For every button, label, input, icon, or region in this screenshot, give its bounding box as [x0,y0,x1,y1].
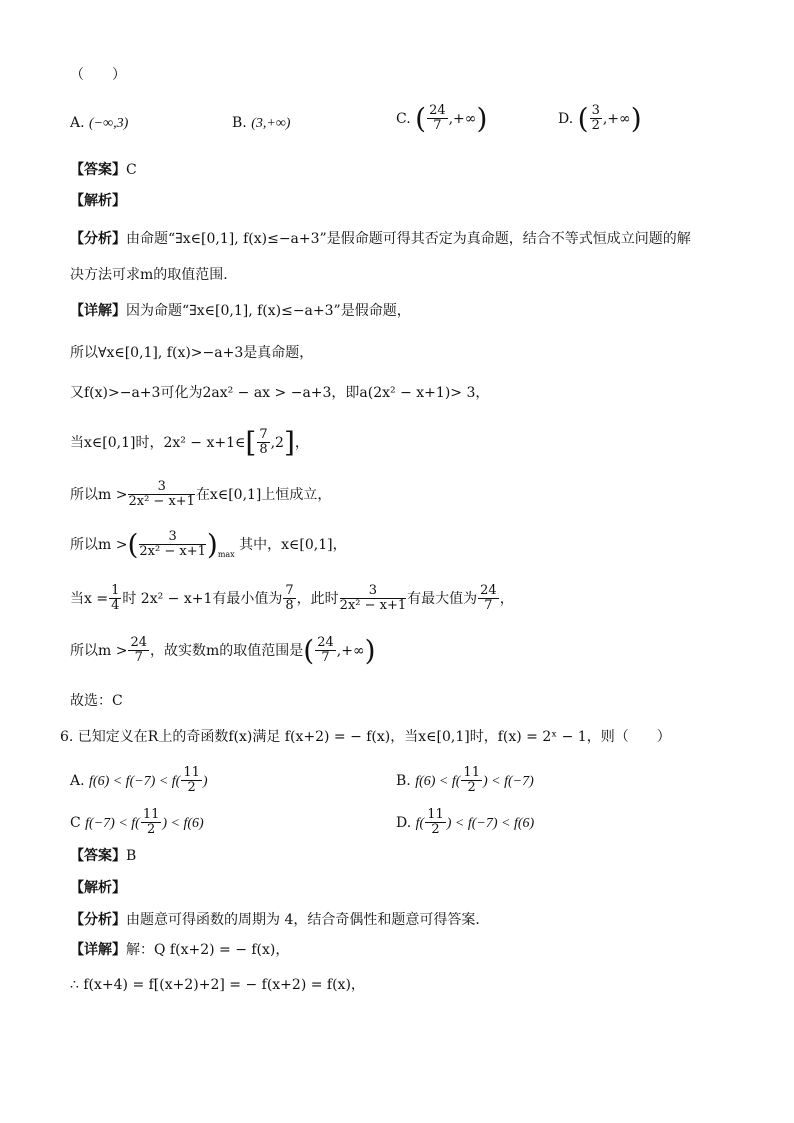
q5-line-2: 所以∀x∈[0,1], f(x)>−a+3是真命题， [70,345,314,361]
q5-line-6: 所以m >( $\frac{3}{\text{2x² − x+1}}$ )$_{max}$ 其中，x∈[0,1]， [70,527,347,561]
q5-fenxi-2: 决方法可求m的取值范围. [70,267,228,283]
q5-line-3: 又f(x)>−a+3可化为2ax² − ax > −a+3，即a(2x² − x+1)> 3， [70,385,490,401]
q6-stem: 6. 已知定义在R上的奇函数f(x)满足 f(x+2) = − f(x)，当x∈[0,1]时，f(x) = 2ˣ − 1，则（ ） [60,729,671,745]
question-paren: （ ） [70,67,126,83]
q5-choose: 故选：C [70,693,123,709]
q5-line-7: 当x = $\frac{1}{4}$ 时 2x² − x+1有最小值为 $\frac{7}{8}$ ，此时 $\frac{3}{\text{2x² − x+1}}$ 有最大值为 $\frac{24}{7}$ ， [70,583,514,614]
q6-fenxi: 【分析】由题意可得函数的周期为 4，结合奇偶性和题意可得答案． [70,912,490,928]
q6-option-d: D. f( $\frac{11}{2}$ ) < f(−7) < f(6) [396,807,535,838]
fraction: $\frac{3}{2}$ [591,103,600,134]
q6-line-2: ∴ f(x+4) = f[(x+2)+2] = − f(x+2) = f(x)， [70,977,365,993]
q6-option-a: A. f(6) < f(−7) < f( $\frac{11}{2}$ ) [70,765,208,796]
q6-analysis-tag: 【解析】 [70,880,126,896]
q5-line-5: 所以m > $\frac{3}{\text{2x² − x+1}}$ 在x∈[0,1]上恒成立， [70,479,332,510]
q5-fenxi-1: 【分析】由命题“∃x∈[0,1], f(x)≤−a+3”是假命题可得其否定为真命题，结合不等式恒成立问题的解 [70,231,691,247]
q6-option-c: C f(−7) < f( $\frac{11}{2}$ ) < f(6) [70,807,204,838]
fraction: $\frac{3}{\text{2x² − x+1}}$ [139,529,206,560]
q6-xiangjie-1: 【详解】解：Q f(x+2) = − f(x)， [70,942,290,958]
q5-line-4: 当x∈[0,1]时，2x² − x+1∈[ $\frac{7}{8}$ ,2]， [70,425,309,459]
q5-line-8: 所以m > $\frac{24}{7}$ ，故实数m的取值范围是( $\frac{24}{7}$ ,+∞) [70,633,376,667]
q5-option-d: D. ( $\frac{3}{2}$ ,+∞) [558,101,642,135]
q5-xiangjie-1: 【详解】因为命题“∃x∈[0,1], f(x)≤−a+3”是假命题， [70,303,411,319]
fraction: $\frac{7}{8}$ [259,427,268,458]
q6-option-b: B. f(6) < f( $\frac{11}{2}$ ) < f(−7) [396,765,534,796]
q5-analysis-tag: 【解析】 [70,193,126,209]
q5-answer: 【答案】C [70,162,137,178]
fraction: $\frac{3}{\text{2x² − x+1}}$ [128,479,195,510]
q5-option-c: C. ( $\frac{24}{7}$ ,+∞) [396,101,488,135]
fraction: $\frac{24}{7}$ [429,103,446,134]
q5-option-b: B. (3,+∞) [232,115,291,131]
q5-option-a: A. (−∞,3) [70,115,129,131]
q6-answer: 【答案】B [70,848,137,864]
